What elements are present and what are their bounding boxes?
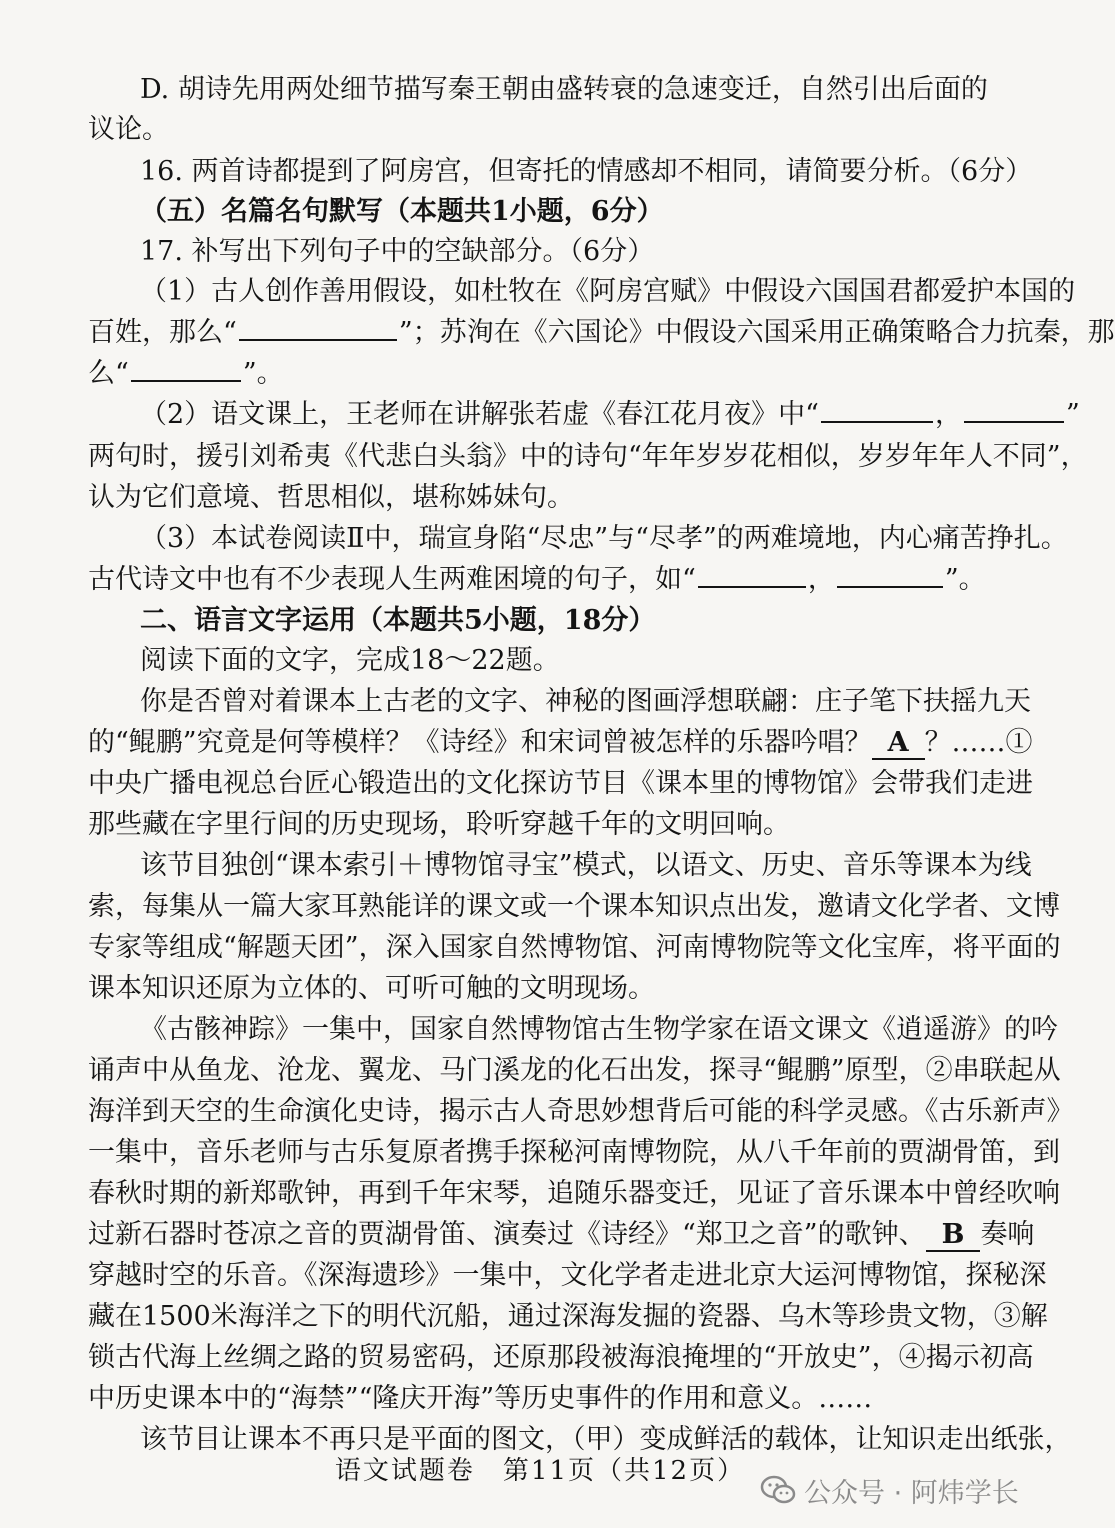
- passage-line: [88, 764, 1033, 804]
- passage-line: [88, 969, 1000, 1009]
- passage-line: [140, 846, 1032, 886]
- option-d-text-cont: 议论。: [88, 114, 169, 145]
- text-segment: 中历史课本中的“海禁”“隆庆开海”等历史事件的作用和意义。……: [88, 1383, 873, 1414]
- text-segment: 奏响: [980, 1219, 1035, 1250]
- text-segment: 阅读下面的文字，完成18～22题。: [140, 645, 560, 676]
- text-segment: ？……①: [924, 727, 1033, 758]
- question-17-2: [140, 395, 1080, 435]
- text-segment: 春秋时期的新郑歌钟，再到千年宋琴，追随乐器变迁，见证了音乐课本中曾经吹响: [88, 1178, 1060, 1209]
- answer-blank[interactable]: [821, 395, 933, 423]
- section-2-heading-text: 二、语言文字运用（本题共5小题，18分）: [140, 605, 656, 636]
- text-segment: 海洋到天空的生命演化史诗，揭示古人奇思妙想背后可能的科学灵感。《古乐新声》: [88, 1096, 1074, 1127]
- answer-blank[interactable]: [837, 560, 943, 588]
- text-segment: 的“鲲鹏”究竟是何等模样？《诗经》和宋词曾被怎样的乐器吟唱？: [88, 727, 872, 758]
- text-segment: 古代诗文中也有不少表现人生两难困境的句子，如“: [88, 564, 696, 595]
- passage-line: [88, 1092, 1074, 1132]
- passage-line: [88, 1297, 1048, 1337]
- passage-line: [88, 1215, 1035, 1255]
- text-line: [88, 560, 1000, 600]
- text-segment: 一集中，音乐老师与古乐复原者携手探秘河南博物院，从八千年前的贾湖骨笛，到: [88, 1137, 1060, 1168]
- section-5-heading: [140, 192, 1000, 232]
- text-segment: 认为它们意境、哲思相似，堪称姊妹句。: [88, 482, 574, 513]
- text-segment: 么“: [88, 358, 129, 389]
- text-segment: ”。: [242, 358, 284, 389]
- answer-blank[interactable]: [239, 313, 397, 341]
- passage-line: [88, 1133, 1060, 1173]
- blank-b-label: B: [926, 1220, 981, 1252]
- question-17-3: [140, 519, 1068, 559]
- text-line: [88, 478, 1000, 518]
- text-segment: 诵声中从鱼龙、沧龙、翼龙、马门溪龙的化石出发，探寻“鲲鹏”原型，②串联起从: [88, 1055, 1061, 1086]
- text-segment: 那些藏在字里行间的历史现场，聆听穿越千年的文明回响。: [88, 809, 790, 840]
- question-16-text: 16. 两首诗都提到了阿房宫，但寄托的情感却不相同，请简要分析。（6分）: [140, 156, 1033, 187]
- text-segment: 课本知识还原为立体的、可听可触的文明现场。: [88, 973, 655, 1004]
- blank-a-label: A: [872, 728, 925, 760]
- answer-blank[interactable]: [964, 395, 1064, 423]
- text-segment: ，: [807, 564, 835, 595]
- text-segment: （2）语文课上，王老师在讲解张若虚《春江花月夜》中“: [140, 399, 819, 430]
- text-segment: ，: [934, 399, 962, 430]
- text-segment: ”: [1065, 399, 1080, 430]
- text-segment: 你是否曾对着课本上古老的文字、神秘的图画浮想联翩：庄子笔下扶摇九天: [140, 686, 1031, 717]
- watermark: [760, 1470, 1019, 1510]
- passage-line: [88, 887, 1060, 927]
- reading-instruction: [140, 641, 1000, 681]
- text-segment: 《古骸神踪》一集中，国家自然博物馆古生物学家在语文课文《逍遥游》的吟: [140, 1014, 1058, 1045]
- passage-line: [88, 1256, 1047, 1296]
- passage-line: [88, 1051, 1061, 1091]
- watermark-text: 公众号 · 阿炜学长: [804, 1477, 1019, 1509]
- wechat-icon: [760, 1475, 796, 1505]
- text-segment: ”；苏洵在《六国论》中假设六国采用正确策略合力抗秦，那: [398, 317, 1115, 348]
- passage-line: [88, 1379, 1000, 1419]
- text-segment: 该节目独创“课本索引＋博物馆寻宝”模式，以语文、历史、音乐等课本为线: [140, 850, 1032, 881]
- text-segment: 两句时，援引刘希夷《代悲白头翁》中的诗句“年年岁岁花相似，岁岁年年人不同”，: [88, 441, 1088, 472]
- question-17-text: 17. 补写出下列句子中的空缺部分。（6分）: [140, 236, 655, 267]
- answer-blank[interactable]: [698, 560, 806, 588]
- passage-line: [88, 1174, 1060, 1214]
- question-17-1-text: （1）古人创作善用假设，如杜牧在《阿房宫赋》中假设六国国君都爱护本国的: [140, 276, 1076, 307]
- question-17-1: [140, 272, 1076, 312]
- text-segment: 中央广播电视总台匠心锻造出的文化探访节目《课本里的博物馆》会带我们走进: [88, 768, 1033, 799]
- text-segment: 专家等组成“解题天团”，深入国家自然博物馆、河南博物院等文化宝库，将平面的: [88, 932, 1061, 963]
- question-17: [140, 232, 1000, 272]
- text-segment: 该节目让课本不再只是平面的图文，（甲）变成鲜活的载体，让知识走出纸张，: [140, 1424, 1072, 1455]
- passage-line: [140, 682, 1031, 722]
- text-segment: 锁古代海上丝绸之路的贸易密码，还原那段被海浪掩埋的“开放史”，④揭示初高: [88, 1342, 1034, 1373]
- passage-line: [88, 928, 1061, 968]
- text-segment: 索，每集从一篇大家耳熟能详的课文或一个课本知识点出发，邀请文化学者、文博: [88, 891, 1060, 922]
- text-segment: 百姓，那么“: [88, 317, 237, 348]
- text-segment: ”。: [944, 564, 986, 595]
- footer-text: 语文试题卷 第11页（共12页）: [334, 1456, 746, 1486]
- text-line: [88, 437, 1088, 477]
- text-segment: （3）本试卷阅读Ⅱ中，瑞宣身陷“尽忠”与“尽孝”的两难境地，内心痛苦挣扎。: [140, 523, 1068, 554]
- text-segment: 过新石器时苍凉之音的贾湖骨笛、演奏过《诗经》“郑卫之音”的歌钟、: [88, 1219, 926, 1250]
- passage-line: [88, 805, 1000, 845]
- text-segment: 藏在1500米海洋之下的明代沉船，通过深海发掘的瓷器、乌木等珍贵文物，③解: [88, 1301, 1048, 1332]
- passage-line: [140, 1010, 1058, 1050]
- answer-blank[interactable]: [131, 354, 241, 382]
- text-line: [88, 354, 1000, 394]
- text-line: [88, 313, 1115, 353]
- passage-line: [88, 1338, 1034, 1378]
- section-5-heading-text: （五）名篇名句默写（本题共1小题，6分）: [140, 196, 664, 227]
- text-line: [88, 110, 1000, 150]
- passage-line: [88, 723, 1033, 763]
- text-segment: 穿越时空的乐音。《深海遗珍》一集中，文化学者走进北京大运河博物馆，探秘深: [88, 1260, 1047, 1291]
- option-d-text: D. 胡诗先用两处细节描写秦王朝由盛转衰的急速变迁，自然引出后面的: [140, 74, 988, 105]
- question-16: [140, 152, 1033, 192]
- text-line: [140, 70, 1000, 110]
- section-2-heading: [140, 601, 1000, 641]
